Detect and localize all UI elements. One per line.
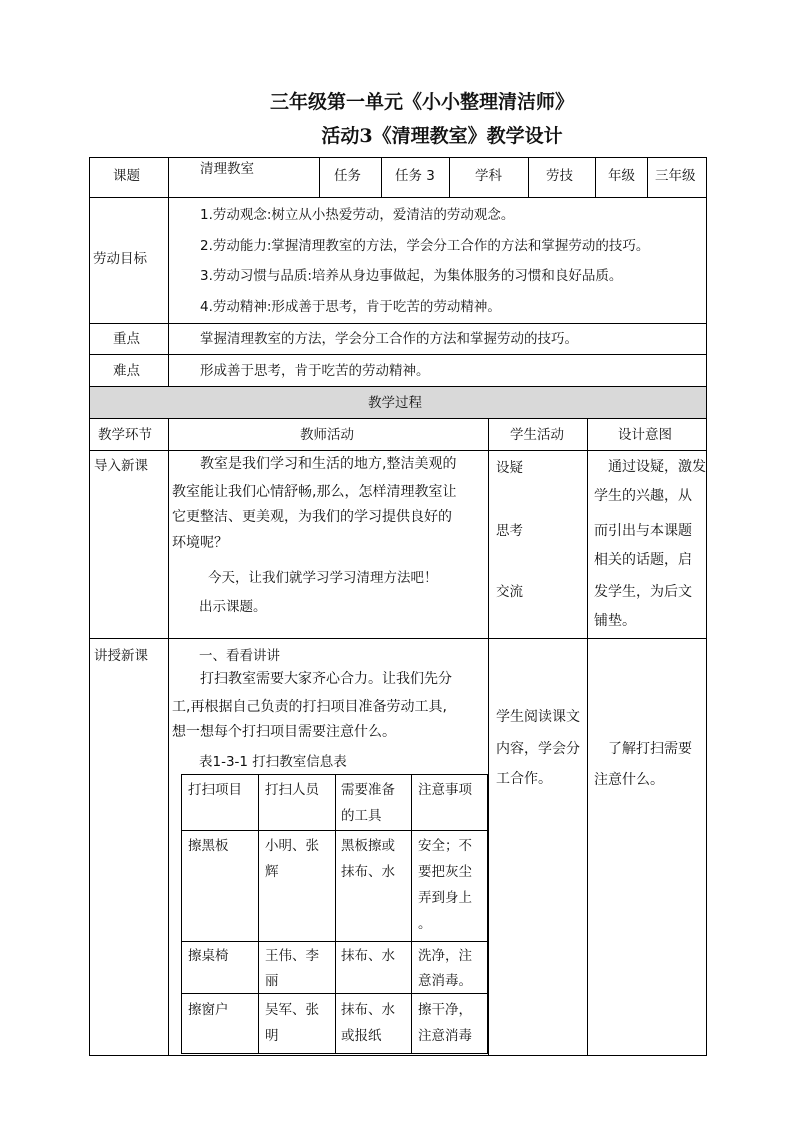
info-row1-notes-1: 安全；不: [418, 838, 472, 854]
intro-intent-3: 而引出与本课题: [594, 523, 692, 539]
info-row1-people-1: 小明、张: [265, 838, 319, 854]
info-header-tools-2: 的工具: [341, 808, 382, 824]
col-stage: 教学环节: [98, 427, 152, 443]
col-intent: 设计意图: [618, 427, 672, 443]
intro-teacher-line-4: 环境呢？: [172, 535, 228, 551]
subject-label: 学科: [475, 168, 502, 184]
goal-item-3: 3.劳动习惯与品质:培养从身边事做起，为集体服务的习惯和良好品质。: [200, 268, 623, 284]
subject-value: 劳技: [546, 168, 573, 184]
intro-intent-4: 相关的话题，启: [594, 552, 692, 568]
intro-teacher-line-2: 教室能让我们心情舒畅,那么，怎样清理教室让: [172, 484, 457, 500]
intro-intent-2: 学生的兴趣，从: [594, 488, 692, 504]
info-row3-tools-2: 或报纸: [341, 1028, 382, 1044]
intro-intent-1: 通过设疑，激发: [594, 459, 706, 475]
teach-student-2: 内容，学会分: [496, 741, 580, 757]
info-header-notes: 注意事项: [418, 782, 472, 798]
intro-student-1: 设疑: [496, 460, 523, 476]
info-header-tools-1: 需要准备: [341, 782, 395, 798]
info-row3-item: 擦窗户: [188, 1002, 229, 1018]
teach-teacher-line-2: 工,再根据自己负责的打扫项目准备劳动工具,: [172, 699, 447, 715]
task-value: 任务 3: [395, 168, 435, 184]
task-label: 任务: [334, 168, 361, 184]
grade-label: 年级: [608, 168, 635, 184]
info-row1-item: 擦黑板: [188, 838, 229, 854]
info-header-people: 打扫人员: [265, 782, 319, 798]
info-row1-notes-2: 要把灰尘: [418, 864, 472, 880]
intro-student-2: 思考: [496, 523, 523, 539]
info-header-item: 打扫项目: [188, 782, 242, 798]
goal-item-2: 2.劳动能力:掌握清理教室的方法，学会分工合作的方法和掌握劳动的技巧。: [200, 238, 650, 254]
intro-teacher-line-6: 出示课题。: [172, 599, 267, 615]
difficulty-label: 难点: [113, 363, 140, 379]
process-header: 教学过程: [368, 395, 422, 411]
info-row2-item: 擦桌椅: [188, 948, 229, 964]
topic-label: 课题: [113, 168, 140, 184]
key-point-text: 掌握清理教室的方法，学会分工合作的方法和掌握劳动的技巧。: [200, 331, 578, 347]
info-row2-notes-1: 洗净，注: [418, 948, 472, 964]
teach-intent-2: 注意什么。: [594, 772, 664, 788]
col-student: 学生活动: [510, 427, 564, 443]
info-row2-people-2: 丽: [265, 973, 279, 989]
teach-teacher-line-3: 想一想每个打扫项目需要注意什么。: [172, 724, 396, 740]
info-row3-people-2: 明: [265, 1028, 279, 1044]
difficulty-text: 形成善于思考，肯于吃苦的劳动精神。: [200, 363, 430, 379]
info-row1-tools-2: 抹布、水: [341, 864, 395, 880]
info-row3-tools-1: 抹布、水: [341, 1002, 395, 1018]
info-row2-tools-1: 抹布、水: [341, 948, 395, 964]
info-row2-notes-2: 意消毒。: [418, 973, 472, 989]
info-row1-tools-1: 黑板擦或: [341, 838, 395, 854]
teach-heading: 一、看看讲讲: [172, 648, 280, 664]
intro-student-3: 交流: [496, 584, 523, 600]
intro-teacher-line-5: 今天，让我们就学习学习清理方法吧！: [181, 570, 438, 586]
info-row3-notes-2: 注意消毒: [418, 1028, 472, 1044]
info-row1-people-2: 辉: [265, 864, 279, 880]
info-row1-notes-4: 。: [418, 916, 432, 932]
teach-student-3: 工合作。: [496, 771, 552, 787]
goal-item-1: 1.劳动观念:树立从小热爱劳动，爱清洁的劳动观念。: [200, 207, 515, 223]
teach-teacher-line-1: 打扫教室需要大家齐心合力。让我们先分: [172, 671, 452, 687]
info-row2-people-1: 王伟、李: [265, 948, 319, 964]
info-table-caption: 表1-3-1 打扫教室信息表: [172, 754, 347, 770]
teach-student-1: 学生阅读课文: [496, 709, 580, 725]
col-teacher: 教师活动: [300, 427, 354, 443]
goals-label: 劳动目标: [93, 251, 147, 267]
teach-stage: 讲授新课: [94, 648, 148, 664]
intro-intent-6: 铺垫。: [594, 613, 636, 629]
intro-intent-5: 发学生，为后文: [594, 584, 692, 600]
intro-teacher-line-1: 教室是我们学习和生活的地方,整洁美观的: [172, 456, 457, 472]
goal-item-4: 4.劳动精神:形成善于思考，肯于吃苦的劳动精神。: [200, 299, 501, 315]
document-title-line1: 三年级第一单元《小小整理清洁师》: [269, 91, 574, 113]
intro-teacher-line-3: 它更整洁、更美观，为我们的学习提供良好的: [172, 509, 452, 525]
topic-value: 清理教室: [200, 161, 254, 177]
key-point-label: 重点: [113, 331, 140, 347]
info-row1-notes-3: 弄到身上: [418, 890, 472, 906]
intro-stage: 导入新课: [94, 458, 148, 474]
info-row3-notes-1: 擦干净，: [418, 1002, 472, 1018]
document-title-line2: 活动3《清理教室》教学设计: [321, 125, 563, 147]
info-row3-people-1: 吴军、张: [265, 1002, 319, 1018]
teach-intent-1: 了解打扫需要: [594, 741, 692, 757]
grade-value: 三年级: [655, 168, 696, 184]
